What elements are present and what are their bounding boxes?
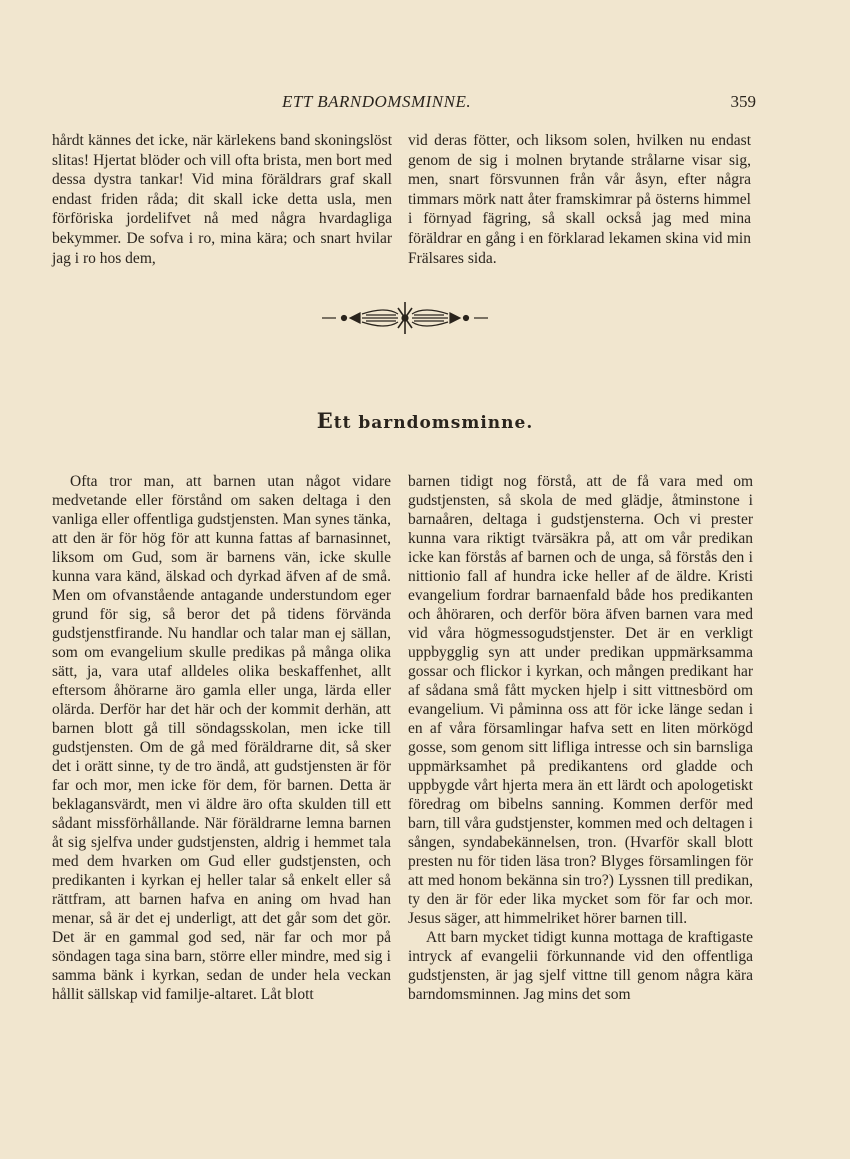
- section-title: [200, 408, 650, 433]
- top-right-column: [408, 131, 751, 268]
- article-paragraph: Att barn mycket tidigt kunna mottaga de kraftigaste intryck af evangelii förkunnande vid den offentliga gudstjensten, är jag sjelf vittne till genom några kära barndomsminnen. Jag mins det som: [408, 929, 753, 1003]
- section-title-text: tt barndomsminne.: [333, 413, 534, 433]
- article-left-column: [52, 472, 391, 1004]
- article-paragraph: barnen tidigt nog förstå, att de få vara med om gudstjensten, så skola de med glädje, åtminstone i barnaåren, deltaga i gudstjensterna. Och vi prester kunna vara riktigt tvärsäkra på, att om vår predikan icke kan förstås af barnen och de unga, så förstås den i nittionio fall af hundra icke heller af de äldre. Kristi evangelium fordrar barnaenfald både hos predikanten och åhöraren, och derför böra äfven barnen vara med vid våra högmessogudstjenster. Det är en verkligt uppbygglig syn att under predikan uppmärksamma gossar och flickor i kyrkan, och mången predikant har af sådana små fått mycken hjelp i sitt vittnesbörd om evangelium. Vi påminna oss att för icke länge sedan i en af våra församlingar hafva sett en liten mörkögd gosse, som genom sitt lifliga intresse och sin barnsliga uppmärksamhet på predikantens ord gladde och uppbygde vårt hjerta mera än ett lärdt och apologetiskt föredrag om bibelns sanning. Kommen derför med barn, till våra gudstjenster, kommen med och deltagen i sången, syndabekännelsen, tron. (Hvarför skall blott presten nu för tiden läsa tron? Blyges församlingen för att med honom bekänna sin tro?) Lyssnen till predikan, ty den är för eder lika mycket som för far och mor. Jesus säger, att himmelriket hörer barnen till.: [408, 473, 753, 927]
- page-number: 359: [730, 92, 756, 111]
- top-left-paragraph: hårdt kännes det icke, när kärlekens band skoningslöst slitas! Hjertat blöder och vill ofta brista, men bort med dessa dystra tankar! Vid mina föräldrars graf skall endast friden råda; dit skall icke detta usla, men förföriska jordelifvet nå med några hvardagliga bekymmer. De sofva i ro, mina kära; och snart hvilar jag i ro hos dem,: [52, 132, 392, 267]
- section-title-initial: E: [316, 408, 334, 433]
- decorative-divider-icon: [320, 300, 490, 340]
- top-right-paragraph: vid deras fötter, och liksom solen, hvilken nu endast genom de sig i molnen brytande strålarne visar sig, men, snart försvunnen från vår åsyn, efter några timmars mörk natt åter framskimrar på österns himmel i förnyad fägring, så skall också jag med mina föräldrar en gång i en förklarad lekamen skina vid min Frälsares sida.: [408, 132, 751, 267]
- article-paragraph: Ofta tror man, att barnen utan något vidare medvetande eller förstånd om saken deltaga i den vanliga eller offentliga gudstjensten. Man synes tänka, att den är för hög för att kunna fattas af barnasinnet, liksom om Gud, som är barnens vän, icke skulle kunna vara känd, älskad och dyrkad äfven af de små. Men om ofvanstående antagande understundom eger grund för sig, så beror det på tidens förvända gudstjenstfirande. Nu handlar och talar man ej sällan, som om evangelium skulle predikas på många olika sätt, ja, vara utaf alldeles olika beskaffenhet, allt eftersom åhörarne äro gamla eller unga, lärda eller olärda. Derför har det här och der kommit derhän, att barnen blott gå till söndagsskolan, men icke till gudstjensten. Om de gå med föräldrarne dit, så sker det i orätt sinne, ty de tro ändå, att gudstjensten är för far och mor, men icke för dem, för barnen. Detta är beklagansvärdt, men vi äldre äro ofta skulden till ett sådant missförhållande. När föräldrarne lemna barnen åt sig sjelfva under gudstjensten, aldrig i hemmet tala med dem hvarken om Gud eller gudstjensten, och predikanten i kyrkan ej heller talar så enkelt eller så rättfram, att barnen hafva en aning om hvad han menar, så är det ej underligt, att det går som det gör. Det är en gammal god sed, när far och mor på söndagen taga sina barn, större eller mindre, med sig i samma bänk i kyrkan, sedan de under hela veckan hållit sällskap vid familje-altaret. Låt blott: [52, 473, 391, 1003]
- running-title: ETT BARNDOMSMINNE.: [282, 92, 472, 111]
- article-right-column: [408, 472, 753, 1004]
- top-left-column: [52, 131, 392, 268]
